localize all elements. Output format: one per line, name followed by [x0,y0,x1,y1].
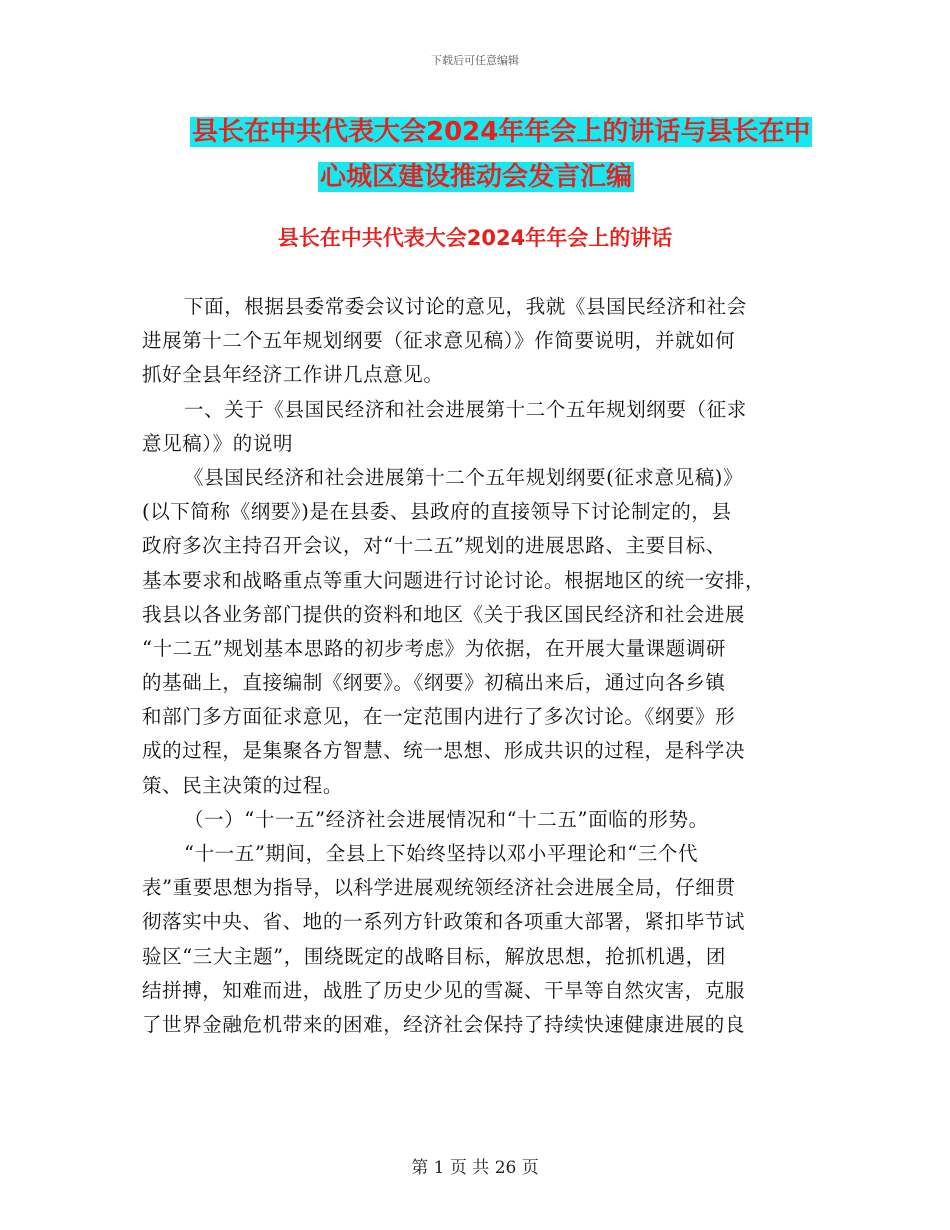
document-body [142,290,802,1042]
page-header-note: 下载后可任意编辑 [431,54,519,67]
body-line: 《县国民经济和社会进展第十二个五年规划纲要(征求意见稿)》 [184,465,744,489]
body-line: （一）“十一五”经济社会进展情况和“十二五”面临的形势。 [184,807,709,831]
body-line: 我县以各业务部门提供的资料和地区《关于我区国民经济和社会进展 [142,602,746,626]
body-line: 结拼搏，知难而进，战胜了历史少见的雪凝、干旱等自然灾害，克服 [142,978,746,1002]
body-line: 基本要求和战略重点等重大问题进行讨论讨论。根据地区的统一安排， [142,568,766,592]
document-title-line-1 [0,112,950,152]
body-line: 政府多次主持召开会议，对“十二五”规划的进展思路、主要目标、 [142,534,726,558]
body-line: 验区“三大主题”，围绕既定的战略目标，解放思想，抢抓机遇，团 [142,944,726,968]
body-line: 策、民主决策的过程。 [142,773,344,797]
body-line: (以下简称《纲要》)是在县委、县政府的直接领导下讨论制定的，县 [142,500,732,524]
page-number-footer: 第 1 页 共 26 页 [411,1158,539,1178]
body-line: 彻落实中央、省、地的一系列方针政策和各项重大部署，紧扣毕节试 [142,910,746,934]
title-text-1: 县长在中共代表大会2024年年会上的讲话与县长在中 [192,117,811,147]
section-title: 县长在中共代表大会2024年年会上的讲话 [277,226,673,250]
body-line: 抓好全县年经济工作讲几点意见。 [142,363,444,387]
body-line: 意见稿）》的说明 [142,431,294,455]
body-line: 一、关于《县国民经济和社会进展第十二个五年规划纲要（征求 [184,397,747,421]
body-line: 和部门多方面征求意见，在一定范围内进行了多次讨论。《纲要》形 [142,705,736,729]
document-title-line-2 [0,157,950,197]
body-line: 表”重要思想为指导，以科学进展观统领经济社会进展全局，仔细贯 [142,876,736,900]
body-line: 了世界金融危机带来的困难，经济社会保持了持续快速健康进展的良 [142,1012,746,1036]
body-line: 进展第十二个五年规划纲要（征求意见稿）》作简要说明，并就如何 [142,329,736,353]
body-line: 下面，根据县委常委会议讨论的意见，我就《县国民经济和社会 [184,295,747,318]
title-text-2: 心城区建设推动会发言汇编 [320,162,633,192]
body-line: 成的过程，是集聚各方智慧、统一思想、形成共识的过程，是科学决 [142,739,746,763]
body-line: 的基础上，直接编制《纲要》。《纲要》初稿出来后，通过向各乡镇 [142,671,726,695]
body-line: “十一五”期间，全县上下始终坚持以邓小平理论和“三个代 [184,842,699,865]
body-line: “十二五”规划基本思路的初步考虑》为依据，在开展大量课题调研 [142,636,726,660]
